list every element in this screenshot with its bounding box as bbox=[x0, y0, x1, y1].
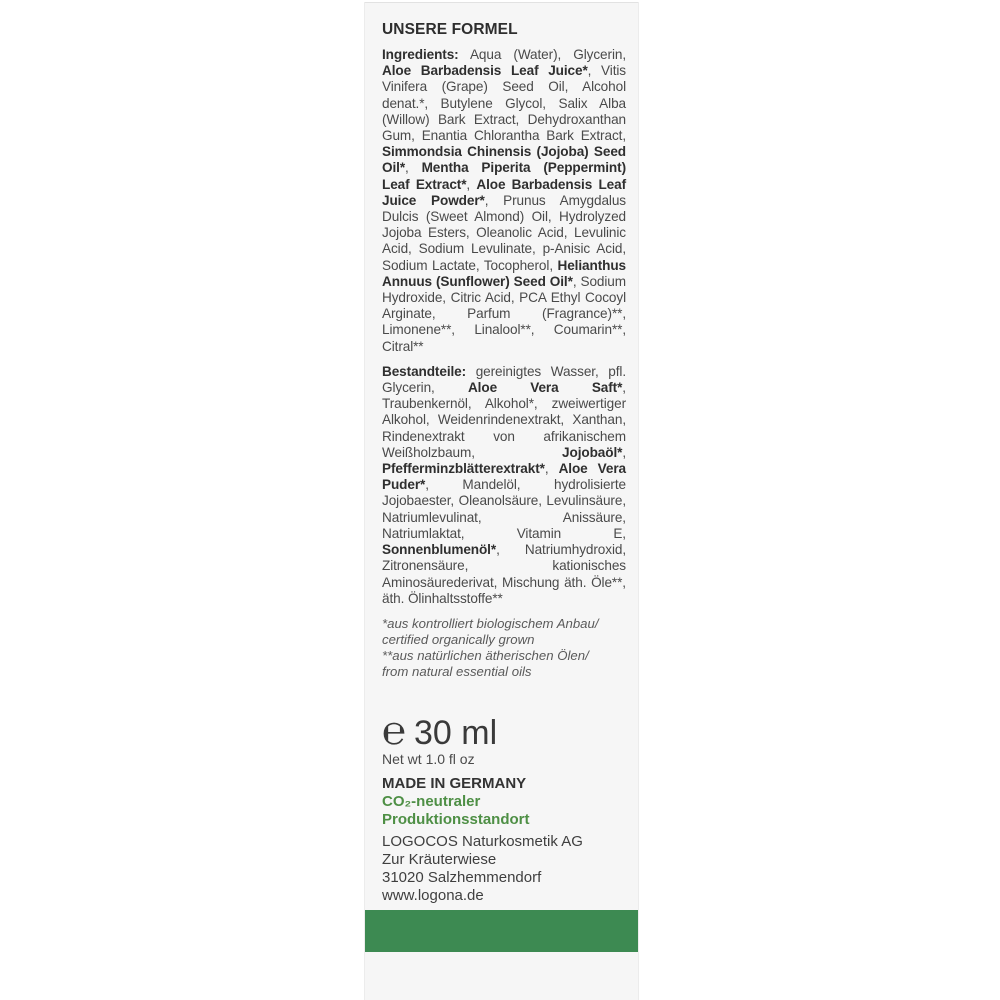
ingredient-segment: gereinigtes Wasser, pfl. Glycerin, bbox=[382, 363, 626, 396]
footnote-organic-en: certified organically grown bbox=[382, 631, 535, 647]
ingredient-segment: , Natriumhydroxid, Zitronensäure, kationisches Aminosäurederivat, Mischung äth. Öle**, äth. Ölinhaltsstoffe** bbox=[382, 542, 626, 606]
company-name: LOGOCOS Naturkosmetik AG bbox=[382, 833, 583, 850]
volume-block bbox=[382, 709, 498, 767]
ingredient-segment-organic: Sonnenblumenöl* bbox=[382, 542, 497, 558]
green-stripe bbox=[365, 910, 638, 952]
ingredients-inci bbox=[382, 47, 626, 355]
ingredient-segment: , bbox=[622, 444, 626, 460]
bestandteile-label: Bestandteile: bbox=[382, 363, 467, 379]
co2-neutral-line2: Produktionsstandort bbox=[382, 811, 530, 828]
net-weight: Net wt 1.0 fl oz bbox=[382, 751, 475, 767]
ingredients-label: Ingredients: bbox=[382, 47, 459, 62]
footnote-organic: *aus kontrolliert biologischem Anbau/ bbox=[382, 615, 599, 631]
ingredient-segment: , Prunus Amygdalus Dulcis (Sweet Almond) Oil, Hydrolyzed Jojoba Esters, Oleanolic Acid, Levulinic Acid, Sodium Levulinate, p-Anisic Acid, Sodium Lactate, Tocopherol, bbox=[382, 192, 626, 273]
ingredient-segment: , bbox=[544, 461, 559, 477]
ingredient-segment-organic: Aloe Barbadensis Leaf Juice* bbox=[382, 63, 588, 79]
ingredient-segment: , Mandelöl, hydrolisierte Jojobaester, Oleanolsäure, Levulinsäure, Natriumlevulinat, Anissäure, Natriumlaktat, Vitamin E, bbox=[382, 477, 626, 541]
ingredients-german bbox=[382, 364, 626, 607]
ingredient-segment-organic: Aloe Vera Saft* bbox=[467, 380, 623, 396]
ingredient-segment: , bbox=[405, 160, 422, 176]
street: Zur Kräuterwiese bbox=[382, 851, 497, 868]
volume-amount-row bbox=[382, 709, 498, 753]
ingredient-segment-organic: Helianthus Annuus (Sunflower) Seed Oil* bbox=[382, 257, 626, 289]
ingredient-segment-organic: Aloe Barbadensis Leaf Juice Powder* bbox=[382, 176, 626, 208]
ingredient-segment: Aqua (Water), Glycerin, bbox=[458, 47, 626, 62]
label-content bbox=[382, 21, 626, 680]
ingredient-segment: , Vitis Vinifera (Grape) Seed Oil, Alcohol denat.*, Butylene Glycol, Salix Alba (Willow) Bark Extract, Dehydroxanthan Gum, Enantia Chlorantha Bark Extract, bbox=[382, 63, 626, 144]
product-label-panel bbox=[364, 2, 639, 1000]
website: www.logona.de bbox=[382, 887, 484, 904]
made-in-germany: MADE IN GERMANY bbox=[382, 775, 527, 792]
manufacturer-address bbox=[382, 833, 583, 905]
origin-block bbox=[382, 775, 583, 905]
ingredient-segment: , Traubenkernöl, Alkohol*, zweiwertiger Alkohol, Weidenrindenextrakt, Xanthan, Rindenextrakt von afrikanischem Weißholzbaum, bbox=[382, 380, 626, 460]
ingredient-segment: , bbox=[466, 176, 477, 192]
footnote-essential-oils-en: from natural essential oils bbox=[382, 663, 532, 679]
ingredient-segment-organic: Pfefferminzblätterextrakt* bbox=[382, 461, 545, 477]
co2-neutral-line1: CO₂-neutraler bbox=[382, 793, 481, 810]
ingredient-segment-organic: Jojobaöl* bbox=[562, 444, 623, 460]
section-heading: UNSERE FORMEL bbox=[382, 21, 518, 38]
ingredient-segment-organic: Simmondsia Chinensis (Jojoba) Seed Oil* bbox=[382, 144, 626, 176]
footnotes bbox=[382, 616, 626, 680]
ingredient-segment-organic: Mentha Piperita (Peppermint) Leaf Extract* bbox=[382, 160, 626, 192]
volume-amount: 30 ml bbox=[414, 714, 498, 752]
panel-top-edge bbox=[365, 2, 638, 3]
footnote-essential-oils: **aus natürlichen ätherischen Ölen/ bbox=[382, 647, 589, 663]
estimated-sign-icon: ℮ bbox=[382, 709, 407, 753]
city: 31020 Salzhemmendorf bbox=[382, 869, 542, 886]
ingredient-segment: , Sodium Hydroxide, Citric Acid, PCA Ethyl Cocoyl Arginate, Parfum (Fragrance)**, Limonene**, Linalool**, Coumarin**, Citral** bbox=[382, 273, 626, 354]
ingredient-segment-organic: Aloe Vera Puder* bbox=[382, 461, 627, 493]
